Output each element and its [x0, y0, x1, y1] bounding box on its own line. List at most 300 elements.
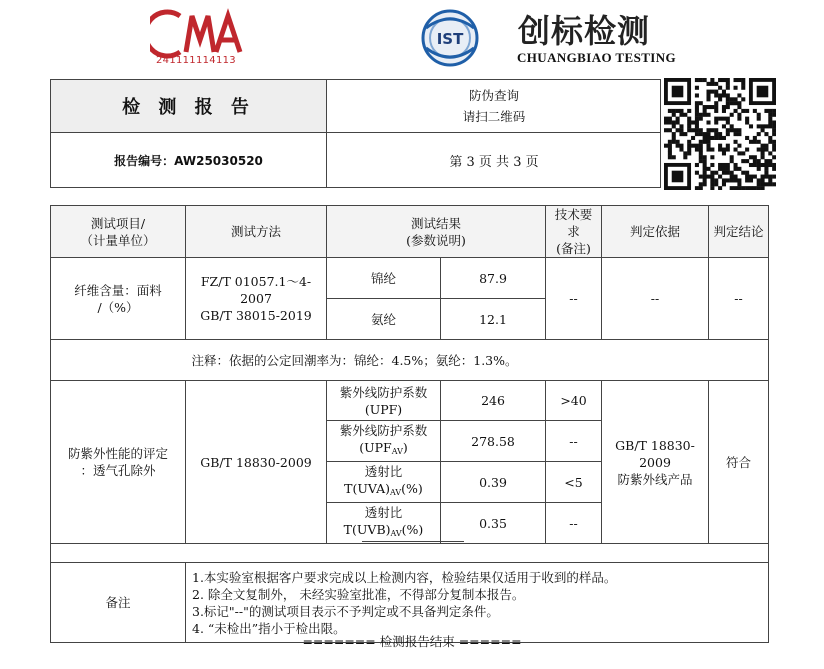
- qr-module: [710, 171, 714, 175]
- qr-module: [768, 113, 772, 117]
- qr-module: [753, 163, 757, 167]
- qr-module: [699, 151, 703, 155]
- qr-module: [695, 144, 699, 148]
- qr-module: [710, 186, 714, 190]
- qr-module: [706, 97, 710, 101]
- qr-module: [718, 78, 722, 82]
- qr-module: [718, 86, 722, 90]
- qr-module: [772, 175, 776, 179]
- qr-module: [734, 132, 738, 136]
- qr-module: [753, 140, 757, 144]
- anti-fake-label: 防伪查询: [468, 88, 519, 103]
- qr-module: [737, 117, 741, 121]
- qr-module: [734, 163, 738, 167]
- qr-module: [695, 117, 699, 121]
- qr-module: [714, 128, 718, 132]
- qr-module: [683, 155, 687, 159]
- qr-module: [718, 136, 722, 140]
- qr-module: [726, 144, 730, 148]
- qr-module: [679, 113, 683, 117]
- table-row: [51, 258, 769, 299]
- qr-module: [734, 140, 738, 144]
- qr-module: [672, 155, 676, 159]
- qr-module: [764, 167, 768, 171]
- divider-line: [362, 541, 464, 542]
- qr-module: [768, 159, 772, 163]
- qr-module: [761, 163, 765, 167]
- qr-module: [706, 82, 710, 86]
- qr-module: [691, 144, 695, 148]
- qr-module: [734, 178, 738, 182]
- qr-module: [726, 128, 730, 132]
- cma-number: 241111114113: [156, 55, 236, 66]
- qr-module: [679, 124, 683, 128]
- qr-module: [761, 182, 765, 186]
- qr-module: [764, 159, 768, 163]
- qr-module: [699, 132, 703, 136]
- fiber-item: 纤维含量：面料 /（%）: [51, 258, 186, 340]
- qr-module: [695, 109, 699, 113]
- qr-module: [706, 175, 710, 179]
- qr-module: [695, 128, 699, 132]
- qr-finder-pattern: [672, 86, 684, 98]
- qr-module: [730, 178, 734, 182]
- fiber-name: 氨纶: [327, 299, 441, 340]
- remark-line: 1.本实验室根据客户要求完成以上检测内容，检验结果仅适用于收到的样品。: [192, 569, 617, 585]
- qr-module: [745, 136, 749, 140]
- qr-module: [745, 171, 749, 175]
- qr-module: [745, 186, 749, 190]
- qr-module: [710, 163, 714, 167]
- qr-module: [714, 109, 718, 113]
- qr-module: [726, 97, 730, 101]
- uv-param-value: 278.58: [441, 421, 546, 462]
- qr-module: [764, 171, 768, 175]
- qr-module: [718, 148, 722, 152]
- qr-module: [722, 167, 726, 171]
- qr-module: [768, 109, 772, 113]
- qr-module: [741, 109, 745, 113]
- header-requirement: 技术要求 (备注): [546, 206, 602, 258]
- qr-module: [737, 182, 741, 186]
- qr-module: [768, 163, 772, 167]
- qr-module: [757, 140, 761, 144]
- qr-module: [764, 132, 768, 136]
- uv-param-requirement: >40: [546, 381, 602, 421]
- qr-module: [757, 113, 761, 117]
- uv-basis: GB/T 18830-2009 防紫外线产品: [602, 381, 709, 544]
- qr-module: [703, 136, 707, 140]
- qr-module: [679, 148, 683, 152]
- qr-module: [745, 148, 749, 152]
- qr-module: [737, 113, 741, 117]
- qr-module: [668, 144, 672, 148]
- qr-module: [668, 151, 672, 155]
- qr-module: [772, 148, 776, 152]
- qr-module: [749, 178, 753, 182]
- qr-module: [737, 178, 741, 182]
- qr-module: [703, 175, 707, 179]
- qr-module: [676, 109, 680, 113]
- qr-module: [699, 117, 703, 121]
- qr-module: [745, 178, 749, 182]
- qr-module: [710, 82, 714, 86]
- qr-module: [757, 163, 761, 167]
- fiber-method: FZ/T 01057.1～4-2007 GB/T 38015-2019: [186, 258, 327, 340]
- qr-module: [710, 90, 714, 94]
- qr-module: [706, 167, 710, 171]
- qr-module: [749, 163, 753, 167]
- brand-english-name: CHUANGBIAO TESTING: [517, 50, 677, 65]
- fiber-basis: --: [602, 258, 709, 340]
- qr-module: [699, 128, 703, 132]
- qr-module: [741, 151, 745, 155]
- qr-module: [753, 159, 757, 163]
- qr-module: [730, 97, 734, 101]
- qr-module: [676, 120, 680, 124]
- qr-module: [741, 159, 745, 163]
- qr-module: [734, 186, 738, 190]
- qr-module: [703, 182, 707, 186]
- qr-module: [706, 105, 710, 109]
- qr-module: [710, 178, 714, 182]
- qr-module: [753, 109, 757, 113]
- qr-module: [741, 171, 745, 175]
- qr-module: [772, 182, 776, 186]
- qr-module: [695, 148, 699, 152]
- qr-module: [672, 140, 676, 144]
- qr-module: [722, 171, 726, 175]
- qr-module: [772, 132, 776, 136]
- qr-module: [730, 159, 734, 163]
- header-result: 测试结果 (参数说明): [327, 206, 546, 258]
- qr-module: [703, 178, 707, 182]
- qr-module: [664, 128, 668, 132]
- header-item: 测试项目/ （计量单位）: [51, 206, 186, 258]
- qr-module: [706, 136, 710, 140]
- qr-module: [706, 90, 710, 94]
- qr-module: [764, 182, 768, 186]
- qr-module: [664, 144, 668, 148]
- qr-module: [664, 120, 668, 124]
- qr-module: [687, 151, 691, 155]
- qr-module: [741, 78, 745, 82]
- uv-param-name: 透射比 $T(UVA)_{AV}(\%)$: [327, 462, 441, 503]
- qr-module: [703, 105, 707, 109]
- qr-module: [714, 105, 718, 109]
- qr-module: [722, 109, 726, 113]
- header-conclusion: 判定结论: [709, 206, 769, 258]
- qr-module: [757, 167, 761, 171]
- qr-module: [772, 109, 776, 113]
- uv-item: 防紫外性能的评定 ：透气孔除外: [51, 381, 186, 544]
- uv-param-requirement: <5: [546, 462, 602, 503]
- qr-module: [761, 155, 765, 159]
- qr-module: [699, 175, 703, 179]
- qr-module: [730, 124, 734, 128]
- qr-module: [706, 120, 710, 124]
- qr-module: [695, 132, 699, 136]
- remarks-label: 备注: [51, 563, 186, 643]
- table-row: [51, 340, 769, 381]
- qr-module: [741, 97, 745, 101]
- qr-module: [753, 175, 757, 179]
- qr-module: [730, 128, 734, 132]
- qr-module: [672, 124, 676, 128]
- qr-module: [722, 163, 726, 167]
- qr-module: [699, 78, 703, 82]
- qr-module: [749, 124, 753, 128]
- qr-module: [691, 128, 695, 132]
- qr-module: [761, 124, 765, 128]
- qr-module: [668, 128, 672, 132]
- qr-module: [764, 109, 768, 113]
- uv-param-name: 紫外线防护系数 (UPF): [327, 381, 441, 421]
- qr-module: [710, 182, 714, 186]
- qr-module: [714, 120, 718, 124]
- qr-module: [737, 151, 741, 155]
- report-number-label: 报告编号：: [114, 154, 175, 168]
- qr-module: [745, 109, 749, 113]
- qr-module: [695, 78, 699, 82]
- note-blank-cell: [51, 340, 186, 381]
- qr-module: [737, 167, 741, 171]
- ist-logo: [416, 8, 484, 68]
- qr-module: [679, 128, 683, 132]
- qr-module: [730, 101, 734, 105]
- qr-module: [749, 186, 753, 190]
- qr-module: [672, 136, 676, 140]
- qr-module: [726, 132, 730, 136]
- qr-module: [687, 128, 691, 132]
- qr-module: [757, 124, 761, 128]
- report-number: [51, 134, 326, 187]
- qr-module: [768, 136, 772, 140]
- qr-module: [706, 132, 710, 136]
- qr-module: [687, 144, 691, 148]
- ist-logo-text: IST: [436, 30, 464, 48]
- brand-chinese-name: 创标检测: [518, 12, 651, 50]
- qr-module: [737, 78, 741, 82]
- qr-module: [726, 167, 730, 171]
- qr-module: [730, 171, 734, 175]
- qr-module: [768, 117, 772, 121]
- qr-module: [749, 140, 753, 144]
- qr-code[interactable]: [664, 78, 776, 190]
- qr-module: [703, 171, 707, 175]
- qr-module: [687, 140, 691, 144]
- qr-module: [703, 113, 707, 117]
- qr-module: [672, 109, 676, 113]
- qr-module: [726, 148, 730, 152]
- qr-module: [703, 159, 707, 163]
- qr-module: [699, 101, 703, 105]
- qr-module: [768, 151, 772, 155]
- uv-param-name: 紫外线防护系数 $(UPF_{AV})$: [327, 421, 441, 462]
- qr-module: [730, 175, 734, 179]
- qr-module: [699, 140, 703, 144]
- remark-line: 2. 除全文复制外， 未经实验室批准，不得部分复制本报告。: [192, 586, 525, 602]
- qr-module: [761, 175, 765, 179]
- uv-param-requirement: --: [546, 503, 602, 544]
- qr-module: [710, 136, 714, 140]
- qr-module: [699, 159, 703, 163]
- qr-module: [768, 175, 772, 179]
- qr-module: [668, 155, 672, 159]
- qr-module: [703, 109, 707, 113]
- qr-module: [753, 186, 757, 190]
- qr-module: [672, 113, 676, 117]
- qr-module: [710, 175, 714, 179]
- uv-param-requirement: --: [546, 421, 602, 462]
- qr-module: [668, 140, 672, 144]
- qr-module: [726, 93, 730, 97]
- uv-param-value: 0.39: [441, 462, 546, 503]
- qr-module: [695, 86, 699, 90]
- qr-module: [687, 120, 691, 124]
- qr-module: [718, 163, 722, 167]
- qr-module: [695, 113, 699, 117]
- qr-module: [679, 132, 683, 136]
- qr-module: [753, 136, 757, 140]
- header-basis: 判定依据: [602, 206, 709, 258]
- qr-module: [764, 148, 768, 152]
- uv-param-name: 透射比 $T(UVB)_{AV}(\%)$: [327, 503, 441, 544]
- qr-module: [734, 148, 738, 152]
- qr-module: [710, 148, 714, 152]
- qr-module: [757, 178, 761, 182]
- qr-module: [772, 155, 776, 159]
- qr-module: [714, 101, 718, 105]
- qr-module: [772, 167, 776, 171]
- qr-module: [737, 105, 741, 109]
- remark-line: 4. “未检出”指小于检出限。: [192, 620, 346, 636]
- qr-module: [737, 101, 741, 105]
- qr-module: [772, 140, 776, 144]
- qr-module: [676, 128, 680, 132]
- qr-module: [695, 105, 699, 109]
- qr-module: [695, 171, 699, 175]
- qr-module: [772, 113, 776, 117]
- qr-module: [722, 117, 726, 121]
- fiber-name: 锦纶: [327, 258, 441, 299]
- qr-module: [745, 117, 749, 121]
- qr-module: [699, 113, 703, 117]
- fiber-requirement: --: [546, 258, 602, 340]
- qr-module: [722, 93, 726, 97]
- qr-module: [668, 120, 672, 124]
- qr-module: [714, 90, 718, 94]
- qr-module: [734, 109, 738, 113]
- qr-module: [722, 178, 726, 182]
- qr-module: [722, 105, 726, 109]
- qr-module: [741, 186, 745, 190]
- qr-module: [726, 120, 730, 124]
- qr-module: [695, 124, 699, 128]
- anti-fake-query: [327, 80, 661, 133]
- qr-module: [687, 124, 691, 128]
- qr-module: [718, 93, 722, 97]
- qr-module: [714, 117, 718, 121]
- qr-module: [757, 159, 761, 163]
- qr-module: [703, 140, 707, 144]
- qr-module: [687, 109, 691, 113]
- qr-module: [734, 78, 738, 82]
- qr-module: [695, 163, 699, 167]
- qr-module: [768, 182, 772, 186]
- qr-module: [772, 124, 776, 128]
- qr-module: [695, 120, 699, 124]
- qr-module: [691, 136, 695, 140]
- qr-module: [761, 128, 765, 132]
- qr-module: [718, 117, 722, 121]
- qr-module: [734, 101, 738, 105]
- qr-module: [668, 148, 672, 152]
- qr-module: [764, 124, 768, 128]
- qr-module: [730, 186, 734, 190]
- qr-module: [714, 82, 718, 86]
- qr-module: [737, 186, 741, 190]
- qr-module: [737, 144, 741, 148]
- uv-conclusion: 符合: [709, 381, 769, 544]
- results-table: [50, 205, 769, 643]
- qr-module: [706, 113, 710, 117]
- qr-module: [722, 182, 726, 186]
- spacer-row: [51, 544, 769, 563]
- qr-module: [764, 163, 768, 167]
- scan-hint: 请扫二维码: [462, 109, 526, 124]
- remark-line: 3.标记"--"的测试项目表示不予判定或不具备判定条件。: [192, 603, 499, 619]
- qr-module: [749, 155, 753, 159]
- qr-module: [726, 171, 730, 175]
- spacer-cell: [51, 544, 769, 563]
- fiber-value: 12.1: [441, 299, 546, 340]
- qr-module: [706, 148, 710, 152]
- qr-module: [679, 109, 683, 113]
- qr-module: [718, 144, 722, 148]
- qr-module: [703, 155, 707, 159]
- qr-module: [699, 148, 703, 152]
- qr-module: [706, 140, 710, 144]
- qr-module: [772, 144, 776, 148]
- qr-module: [722, 78, 726, 82]
- fiber-value: 87.9: [441, 258, 546, 299]
- report-header: [50, 79, 661, 188]
- qr-module: [687, 148, 691, 152]
- qr-module: [706, 144, 710, 148]
- qr-module: [734, 97, 738, 101]
- qr-module: [722, 124, 726, 128]
- qr-module: [695, 93, 699, 97]
- fiber-note: 注释：依据的公定回潮率为：锦纶：4.5%；氨纶：1.3%。: [186, 340, 769, 381]
- qr-module: [726, 78, 730, 82]
- uv-param-value: 246: [441, 381, 546, 421]
- qr-module: [761, 178, 765, 182]
- qr-module: [734, 86, 738, 90]
- report-end-marker: ======= 检测报告结束 ======: [302, 634, 522, 649]
- qr-module: [706, 128, 710, 132]
- qr-module: [718, 97, 722, 101]
- qr-module: [726, 105, 730, 109]
- qr-module: [772, 163, 776, 167]
- qr-module: [753, 155, 757, 159]
- qr-module: [676, 144, 680, 148]
- qr-module: [749, 175, 753, 179]
- uv-param-value: 0.35: [441, 503, 546, 544]
- qr-module: [710, 105, 714, 109]
- qr-module: [722, 90, 726, 94]
- qr-module: [761, 144, 765, 148]
